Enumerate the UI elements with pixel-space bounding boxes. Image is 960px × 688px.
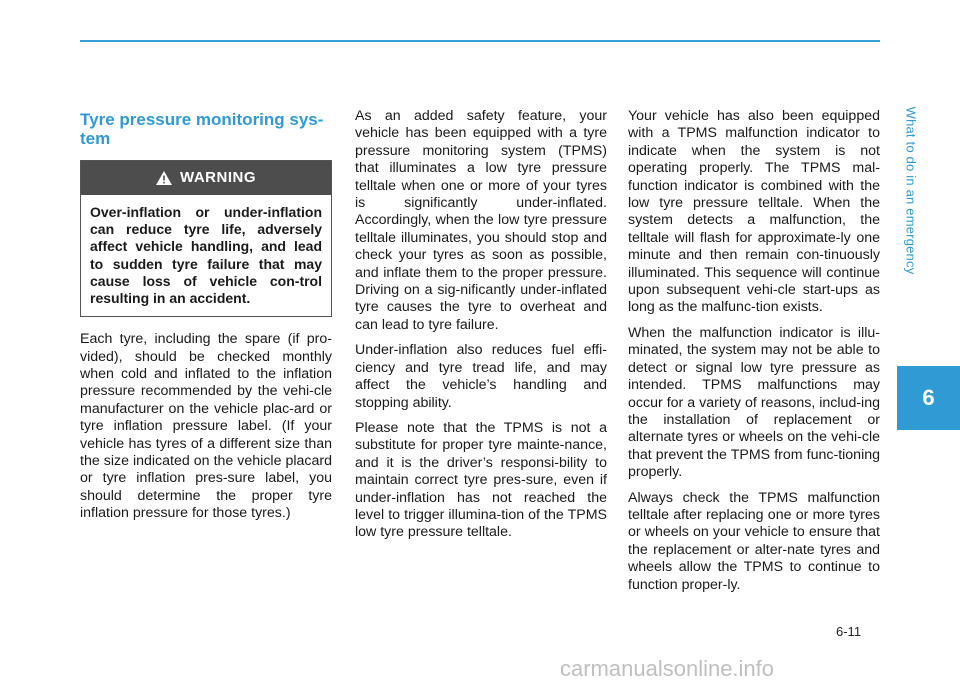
top-rule xyxy=(80,40,880,42)
section-heading: Tyre pressure monitoring sys-tem xyxy=(80,110,324,148)
paragraph: Your vehicle has also been equipped with a TPMS malfunction indicator to indicate when the system is not operating properly. The TPMS mal-function indicator is combined with the low tyre pressure telltale. When the system detects a malfunction, the telltale will flash for approximate-ly one minute and then remain con-tinuously illuminated. This sequence will continue upon subsequent vehi-cle start-ups as long as the malfunc-tion exists. xyxy=(628,108,880,316)
warning-body: Over-inflation or under-inflation can reduce tyre life, adversely affect vehicle handling, and lead to sudden tyre failure that may cause loss of vehicle con-trol resulting in an accident. xyxy=(90,204,322,307)
paragraph: When the malfunction indicator is illu-minated, the system may not be able to detect or signal low tyre pressure as intended. TPMS malfunctions may occur for a variety of reasons, includ-ing the installation of replacement or alternate tyres or wheels on the vehi-cle that prevent the TPMS from func-tioning properly. xyxy=(628,324,880,481)
paragraph: As an added safety feature, your vehicle has been equipped with a tyre pressure monitoring system (TPMS) that illuminates a low tyre pressure telltale when one or more of your tyres is significantly under-inflated. Accordingly, when the low tyre pressure telltale illuminates, you should stop and check your tyres as soon as possible, and inflate them to the proper pressure. Driving on a sig-nificantly under-inflated tyre causes the tyre to overheat and can lead to tyre failure. xyxy=(355,108,607,333)
warning-triangle-icon xyxy=(156,171,172,185)
page-number: 6-11 xyxy=(836,624,862,639)
chapter-title: What to do in an emergency xyxy=(903,106,919,274)
chapter-side-label xyxy=(894,10,928,370)
paragraph: Always check the TPMS malfunction telltale after replacing one or more tyres or wheels on your vehicle to ensure that the replacement or alter-nate tyres and wheels allow the TPMS to continue to function proper-ly. xyxy=(628,489,880,593)
column-3 xyxy=(628,108,880,602)
warning-title: WARNING xyxy=(180,169,256,187)
column-2 xyxy=(355,108,607,550)
paragraph: Please note that the TPMS is not a substitute for proper tyre mainte-nance, and it is the driver’s responsi-bility to maintain correct tyre pres-sure, even if under-inflation has not reached the level to trigger illumina-tion of the TPMS low tyre pressure telltale. xyxy=(355,419,607,541)
chapter-number: 6 xyxy=(922,385,935,410)
watermark: carmanualsonline.info xyxy=(560,656,775,681)
warning-box xyxy=(80,160,332,317)
warning-header xyxy=(81,161,331,195)
paragraph: Under-inflation also reduces fuel effi-ciency and tyre tread life, and may affect the vehicle’s handling and stopping ability. xyxy=(355,342,607,411)
chapter-tab[interactable] xyxy=(897,366,960,430)
paragraph: Each tyre, including the spare (if pro-vided), should be checked monthly when cold and inflated to the inflation pressure recommended by the vehi-cle manufacturer on the vehicle plac-ard or tyre inflation pressure label. (If your vehicle has tyres of a different size than the size indicated on the vehicle placard or tyre inflation pres-sure label, you should determine the proper tyre inflation pressure for those tyres.) xyxy=(80,331,332,522)
column-1 xyxy=(80,108,332,531)
